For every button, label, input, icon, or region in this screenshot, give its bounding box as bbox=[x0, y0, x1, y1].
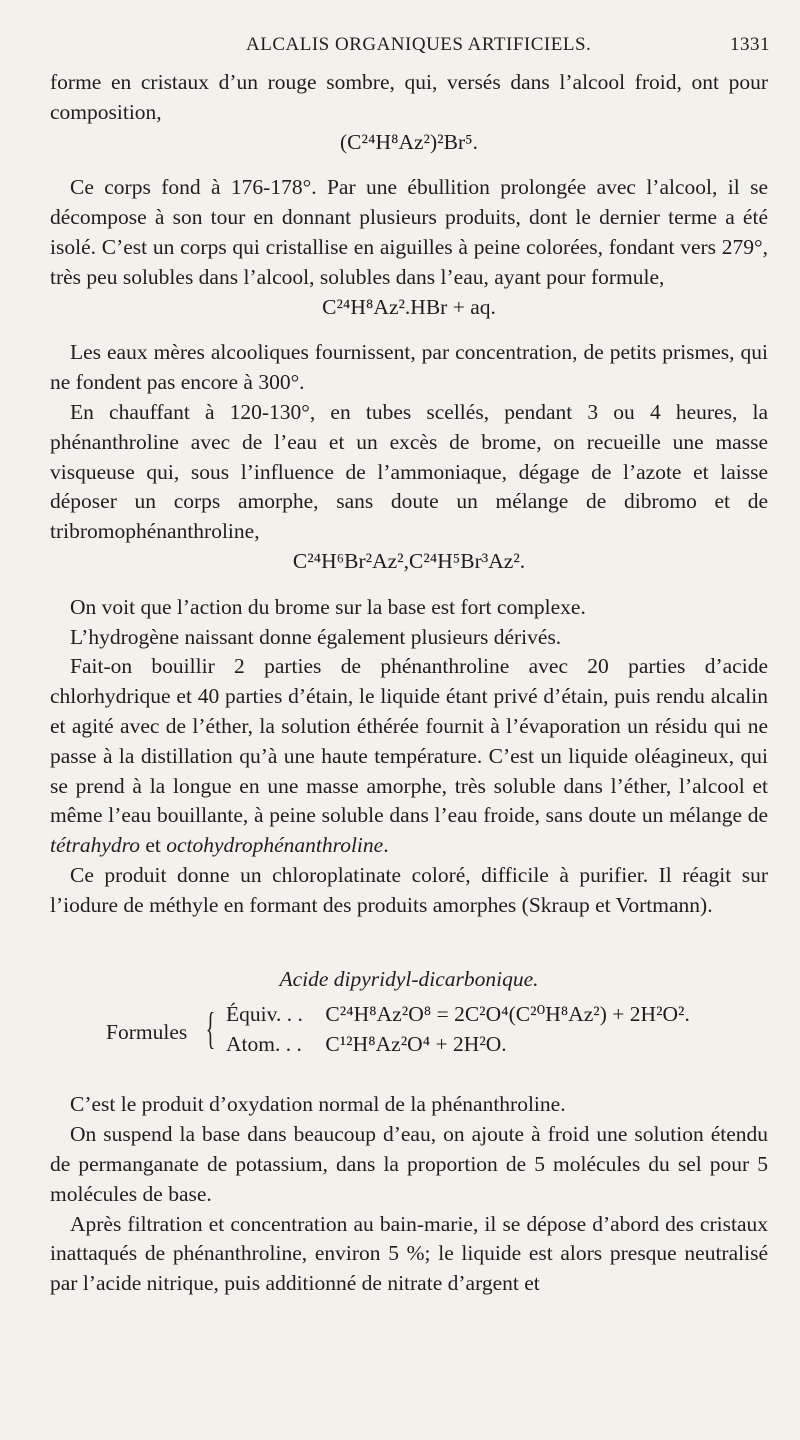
paragraph bbox=[50, 652, 768, 861]
row-label: Équiv. . . bbox=[226, 1002, 303, 1027]
formula: (C²⁴H⁸Az²)²Br⁵. bbox=[340, 129, 478, 154]
paragraph: C’est le produit d’oxydation normal de la phénanthroline. bbox=[70, 1092, 566, 1117]
paragraph: Après filtration et concentration au bain-marie, il se dépose d’abord des cristaux inattaqués de phénanthroline, environ 5 %; le liquide est alors presque neutralisé par l’acide nitrique, puis additionné de nitrate d’argent et bbox=[50, 1211, 768, 1296]
formulae-block bbox=[50, 1000, 768, 1064]
running-title: ALCALIS ORGANIQUES ARTIFICIELS. bbox=[246, 34, 592, 55]
paragraph: Ce corps fond à 176-178°. Par une ébullition prolongée avec l’alcool, il se décompose à son tour en donnant plusieurs produits, dont le dernier terme a été isolé. C’est un corps qui cristallise en aiguilles à peine colorées, fondant vers 279°, très peu solubles dans l’alcool, solubles dans l’eau, ayant pour formule, bbox=[50, 175, 768, 289]
formula-row-equiv bbox=[226, 1000, 690, 1030]
page-number: 1331 bbox=[730, 34, 770, 55]
paragraph: On suspend la base dans beaucoup d’eau, on ajoute à froid une solution étendu de permanganate de potassium, dans la proportion de 5 molécules du sel pour 5 molécules de base. bbox=[50, 1122, 768, 1206]
page-body bbox=[50, 68, 768, 1299]
paragraph: On voit que l’action du brome sur la base est fort complexe. bbox=[70, 594, 586, 619]
punctuation: . bbox=[383, 833, 389, 858]
paragraph: forme en cristaux d’un rouge sombre, qui, versés dans l’alcool froid, ont pour composition, bbox=[50, 70, 768, 124]
row-formula: C²⁴H⁸Az²O⁸ = 2C²O⁴(C²⁰H⁸Az²) + 2H²O². bbox=[325, 1002, 690, 1027]
paragraph: L’hydrogène naissant donne également plusieurs dérivés. bbox=[70, 624, 562, 649]
connector-text: et bbox=[139, 833, 167, 858]
row-formula: C¹²H⁸Az²O⁴ + 2H²O. bbox=[325, 1032, 507, 1057]
formula: C²⁴H⁸Az².HBr + aq. bbox=[322, 294, 496, 319]
section-heading: Acide dipyridyl-dicarbonique. bbox=[279, 966, 539, 991]
italic-term: octohydrophénanthroline bbox=[166, 833, 384, 858]
paragraph: Les eaux mères alcooliques fournissent, par concentration, de petits prismes, qui ne fondent pas encore à 300°. bbox=[50, 340, 768, 395]
italic-term: tétrahydro bbox=[50, 833, 140, 858]
formulae-label: Formules bbox=[106, 1020, 188, 1045]
paragraph: Ce produit donne un chloroplatinate coloré, difficile à purifier. Il réagit sur l’iodure de méthyle en formant des produits amorphes (Skraup et Vortmann). bbox=[50, 862, 768, 917]
brace-icon: { bbox=[205, 1004, 216, 1054]
paragraph: En chauffant à 120-130°, en tubes scellés, pendant 3 ou 4 heures, la phénanthroline avec de l’eau et un excès de brome, on recueille une masse visqueuse qui, sous l’influence de l’ammoniaque, dégage de l’azote et laisse déposer un corps amorphe, sans doute un mélange de dibromo et de tribromophénanthroline, bbox=[50, 399, 768, 544]
formula: C²⁴H⁶Br²Az²,C²⁴H⁵Br³Az². bbox=[292, 548, 526, 573]
row-label: Atom. . . bbox=[226, 1032, 302, 1057]
formula-row-atom bbox=[226, 1030, 507, 1060]
paragraph-text: Fait-on bouillir 2 parties de phénanthroline avec 20 parties d’acide chlorhydrique et 40 parties d’étain, le liquide étant privé d’étain, puis rendu alcalin et agité avec de l’éther, la solution éthérée fournit à l’évaporation un résidu qui ne passe à la distillation qu’à une haute température. C’est un liquide oléagineux, qui se prend à la longue en une masse amorphe, très soluble dans l’éther, l’alcool et même l’eau bouillante, à peine soluble dans l’eau froide, sans doute un mélange de bbox=[50, 654, 768, 828]
